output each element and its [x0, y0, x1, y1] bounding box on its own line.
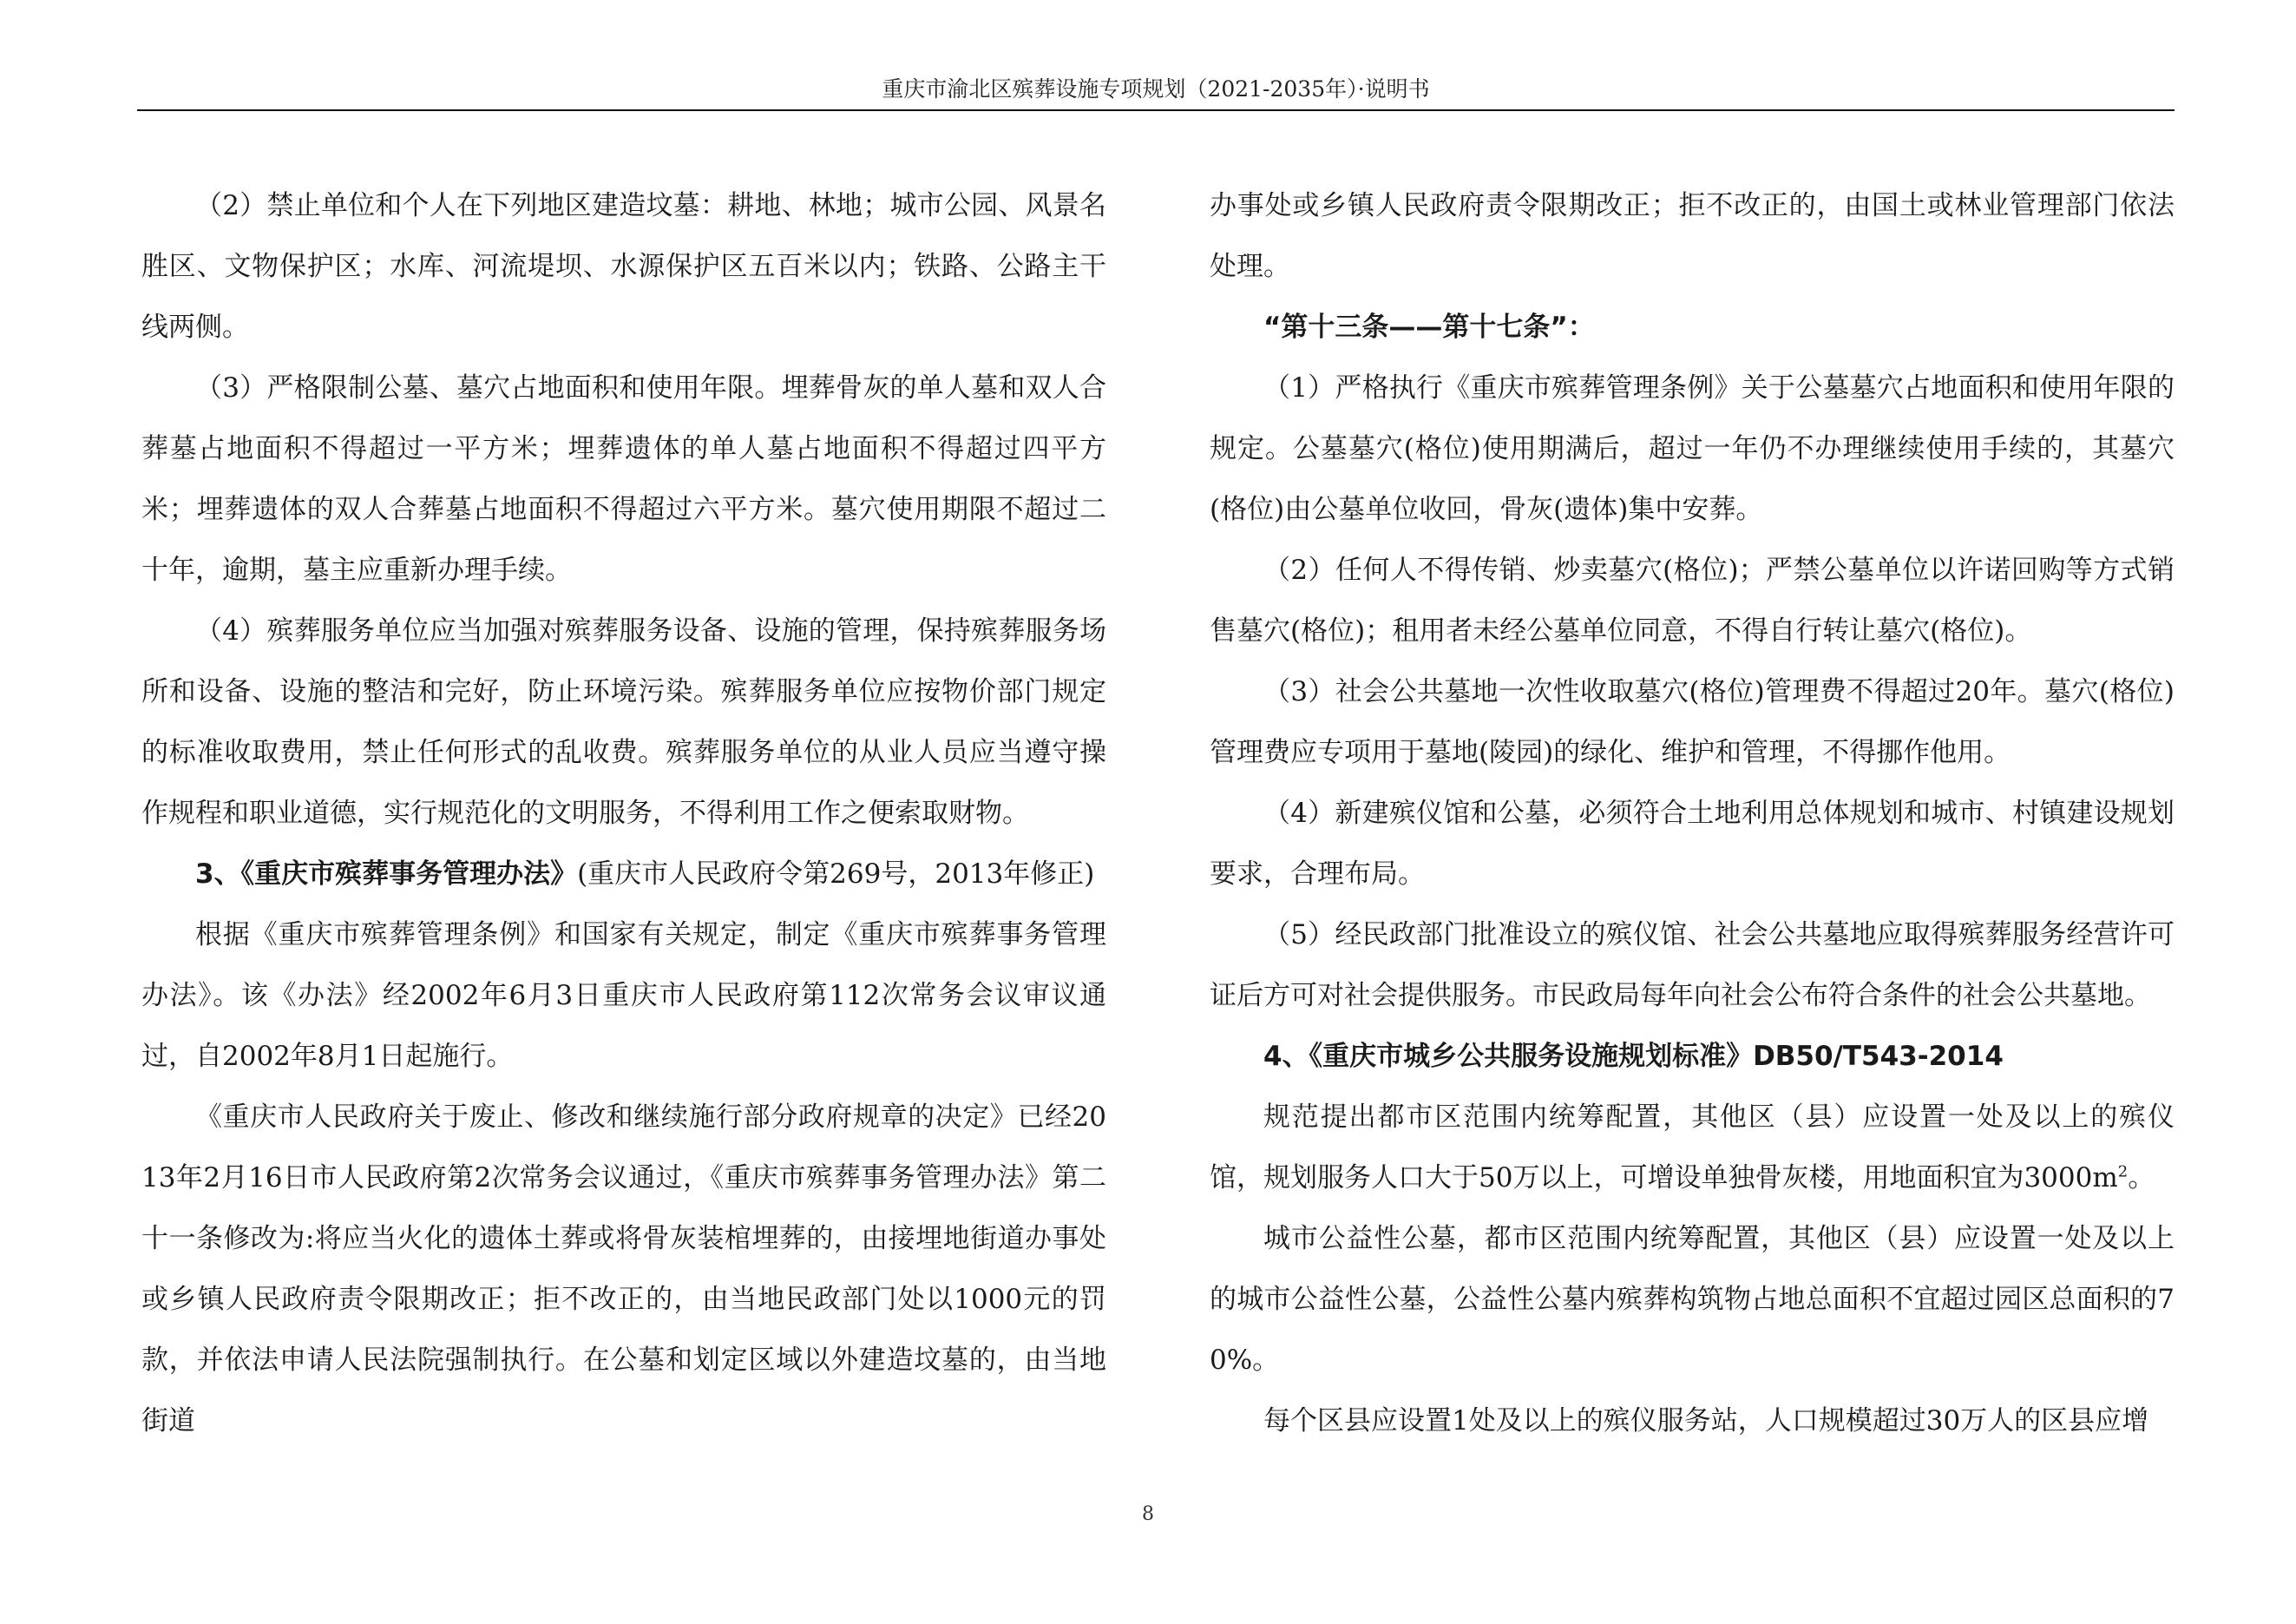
header-rule [137, 109, 2175, 111]
funeral-home-standard-text: 规范提出都市区范围内统筹配置，其他区（县）应设置一处及以上的殡仪馆，规划服务人口大于50万以上，可增设单独骨灰楼，用地面积宜为3000m [1210, 1101, 2175, 1193]
section-heading-3-title: 3、《重庆市殡葬事务管理办法》 [195, 858, 578, 890]
section-heading-4: 4、《重庆市城乡公共服务设施规划标准》DB50/T543-2014 [1263, 1041, 2004, 1072]
paragraph-license: （5）经民政部门批准设立的殡仪馆、社会公共墓地应取得殡葬服务经营许可证后方可对社会提供服务。市民政局每年向社会公布符合条件的社会公共墓地。 [1210, 919, 2175, 1011]
paragraph-resale-ban: （2）任何人不得传销、炒卖墓穴(格位)；严禁公墓单位以许诺回购等方式销售墓穴(格位)；租用者未经公墓单位同意，不得自行转让墓穴(格位)。 [1210, 555, 2175, 647]
paragraph-new-facility-planning: （4）新建殡仪馆和公墓，必须符合土地利用总体规划和城市、村镇建设规划要求，合理布局。 [1210, 798, 2175, 890]
right-column [1210, 175, 2175, 1451]
page-header: 重庆市渝北区殡葬设施专项规划（2021-2035年）·说明书 [882, 76, 1430, 102]
paragraph-continuation: 办事处或乡镇人民政府责令限期改正；拒不改正的，由国土或林业管理部门依法处理。 [1210, 190, 2175, 282]
paragraph-measures-amendment: 《重庆市人民政府关于废止、修改和继续施行部分政府规章的决定》已经2013年2月16日市人民政府第2次常务会议通过，《重庆市殡葬事务管理办法》第二十一条修改为:将应当火化的遗体土葬或将骨灰装棺埋葬的，由接埋地街道办事处或乡镇人民政府责令限期改正；拒不改正的，由当地民政部门处以1000元的罚款，并依法申请人民法院强制执行。在公墓和划定区域以外建造坟墓的，由当地街道 [141, 1101, 1106, 1437]
paragraph-funeral-service-management: （4）殡葬服务单位应当加强对殡葬服务设备、设施的管理，保持殡葬服务场所和设备、设施的整洁和完好，防止环境污染。殡葬服务单位应按物价部门规定的标准收取费用，禁止任何形式的乱收费。殡葬服务单位的从业人员应当遵守操作规程和职业道德，实行规范化的文明服务，不得利用工作之便索取财物。 [141, 615, 1106, 829]
funeral-home-standard-end: 。 [2128, 1162, 2155, 1193]
page-number: 8 [1142, 1503, 1154, 1525]
paragraph-grave-area-limits: （3）严格限制公墓、墓穴占地面积和使用年限。埋葬骨灰的单人墓和双人合葬墓占地面积不得超过一平方米；埋葬遗体的单人墓占地面积不得超过四平方米；埋葬遗体的双人合葬墓占地面积不得超过六平方米。墓穴使用期限不超过二十年，逾期，墓主应重新办理手续。 [141, 372, 1106, 586]
left-column [141, 175, 1106, 1451]
paragraph-measures-basis: 根据《重庆市殡葬管理条例》和国家有关规定，制定《重庆市殡葬事务管理办法》。该《办法》经2002年6月3日重庆市人民政府第112次常务会议审议通过，自2002年8月1日起施行。 [141, 919, 1106, 1072]
paragraph-public-cemetery-standard: 城市公益性公墓，都市区范围内统筹配置，其他区（县）应设置一处及以上的城市公益性公墓，公益性公墓内殡葬构筑物占地总面积不宜超过园区总面积的70%。 [1210, 1223, 2175, 1376]
section-heading-3-note: (重庆市人民政府令第269号，2013年修正) [577, 858, 1095, 890]
paragraph-management-fee: （3）社会公共墓地一次性收取墓穴(格位)管理费不得超过20年。墓穴(格位)管理费应专项用于墓地(陵园)的绿化、维护和管理，不得挪作他用。 [1210, 676, 2175, 768]
subheading-articles: “第十三条——第十七条”： [1263, 312, 1595, 343]
square-meter-superscript: 2 [2117, 1162, 2129, 1181]
paragraph-burial-prohibited-areas: （2）禁止单位和个人在下列地区建造坟墓：耕地、林地；城市公园、风景名胜区、文物保护区；水库、河流堤坝、水源保护区五百米以内；铁路、公路主干线两侧。 [141, 190, 1106, 343]
section-heading-3 [141, 844, 1106, 904]
paragraph-funeral-home-standard [1210, 1087, 2175, 1208]
paragraph-cemetery-term: （1）严格执行《重庆市殡葬管理条例》关于公墓墓穴占地面积和使用年限的规定。公墓墓穴(格位)使用期满后，超过一年仍不办理继续使用手续的，其墓穴(格位)由公墓单位收回，骨灰(遗体)集中安葬。 [1210, 372, 2175, 525]
paragraph-service-station-standard: 每个区县应设置1处及以上的殡仪服务站，人口规模超过30万人的区县应增 [1263, 1405, 2149, 1437]
